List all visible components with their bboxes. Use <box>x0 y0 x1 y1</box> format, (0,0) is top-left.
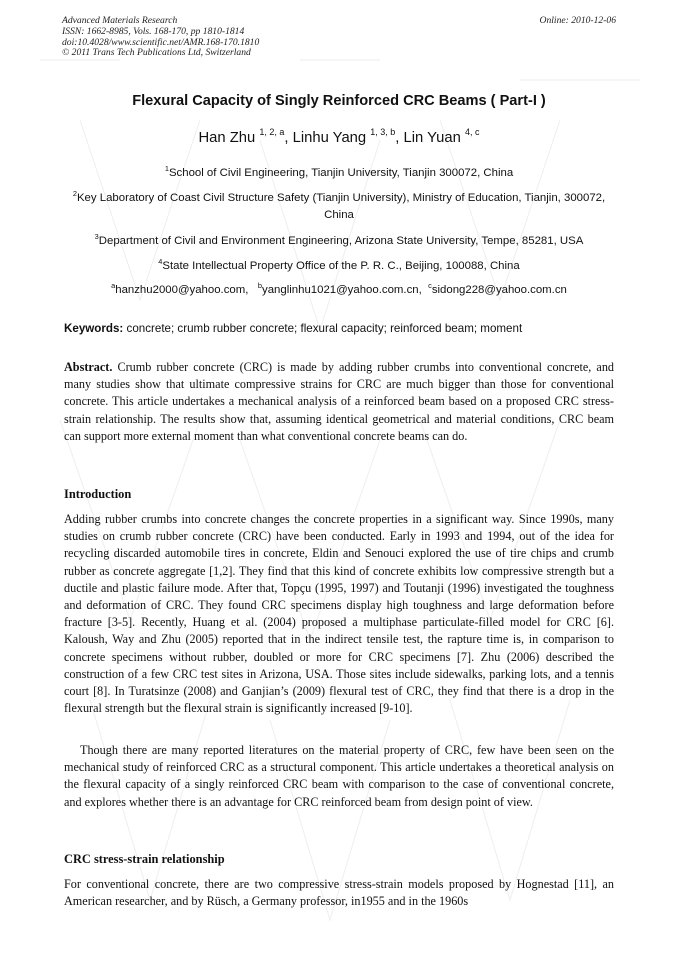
abstract-label: Abstract. <box>64 360 113 374</box>
author-name: Han Zhu <box>198 130 256 146</box>
email-link[interactable]: sidong228@yahoo.com.cn <box>431 284 567 296</box>
introduction-paragraph-1: Adding rubber crumbs into concrete changes the concrete properties in a significant way. Since 1990s, many studies on crumb rubber concrete (CRC) have been conducted. Early in 1993 and 1994, out of the idea for recycling discarded automobile tires in concrete, Eldin and Senouci explored the use of tire chips and crumb rubber as concrete aggregate [1,2]. They find that this kind of concrete exhibits low compressive strength but a ductile and plastic failure mode. After that, Topçu (1995, 1997) and Toutanji (1996) investigated the toughness and deformation of CRC. They found CRC specimens display high toughness and large deformation before fracture [3-5]. Recently, Huang et al. (2004) proposed a multiphase particulate-filled model for CRC [6]. Kaloush, Way and Zhu (2005) reported that in the indirect tensile test, the rapture time is, in comparison to concrete specimens without rubber, doubled or more for CRC specimens [7]. Zhu (2006) described the construction of a few CRC test sites in Arizona, USA. Those sites include sidewalks, parking lots, and a tennis court [8]. In Turatsinze (2008) and Ganjian’s (2009) flexural test of CRC, they find that there is a drop in the flexural strength but the flexural strain is significantly increased [9-10]. <box>64 512 614 716</box>
section-heading-crc-stress-strain: CRC stress-strain relationship <box>64 852 225 866</box>
crc-section-paragraph-1: For conventional concrete, there are two compressive stress-strain models proposed by Hognestad [11], an American researcher, and by Rüsch, a Germany professor, in1955 and in the 1960s <box>64 877 614 909</box>
keywords-label: Keywords: <box>64 322 124 335</box>
affiliation-1 <box>62 165 616 182</box>
keywords-text: concrete; crumb rubber concrete; flexural capacity; reinforced beam; moment <box>126 322 523 335</box>
paper-title: Flexural Capacity of Singly Reinforced CRC Beams ( Part-I ) <box>132 93 546 109</box>
section-heading-introduction: Introduction <box>64 487 132 501</box>
affiliation-4 <box>62 258 616 275</box>
journal-header <box>62 16 259 59</box>
author-name: Lin Yuan <box>403 130 461 146</box>
affiliation-marker: 2 <box>72 189 77 198</box>
email-marker: c <box>428 281 432 290</box>
journal-name: Advanced Materials Research <box>62 15 178 26</box>
email-link[interactable]: hanzhu2000@yahoo.com, <box>115 284 249 296</box>
affiliation-marker: 1 <box>164 164 169 173</box>
issn-line: ISSN: 1662-8985, Vols. 168-170, pp 1810-1814 <box>62 25 245 37</box>
author-name: Linhu Yang <box>292 130 367 146</box>
author-affiliation-marker: 1, 2, a <box>259 127 285 137</box>
affiliation-text: Key Laboratory of Coast Civil Structure Safety (Tianjin University), Ministry of Education, Tianjin, 300072, China <box>76 192 606 221</box>
author-affiliation-marker: 1, 3, b <box>370 127 396 137</box>
affiliation-marker: 4 <box>158 257 163 266</box>
author-affiliation-marker: 4, c <box>465 127 480 137</box>
abstract-paragraph <box>64 359 614 445</box>
author-list: Han Zhu $^{1, 2, a}$, Linhu Yang $^{1, 3, b}$, Lin Yuan $^{4, c}$ <box>198 127 480 146</box>
affiliation-3 <box>62 233 616 250</box>
affiliation-text: State Intellectual Property Office of the P. R. C., Beijing, 100088, China <box>162 260 520 272</box>
abstract-text: Crumb rubber concrete (CRC) is made by adding rubber crumbs into conventional concrete, and many studies show that ultimate compressive strains for CRC are much bigger than those for conventional concrete. This article undertakes a mechanical analysis of a reinforced beam based on a proposed CRC stress-strain relationship. The results show that, assuming identical geometrical and material conditions, CRC beam can support more external moment than what conventional concrete beams can do. <box>64 360 615 443</box>
online-date: Online: 2010-12-06 <box>539 15 616 26</box>
keywords-line <box>64 321 616 337</box>
email-marker: a <box>111 281 116 290</box>
affiliation-text: Department of Civil and Environment Engineering, Arizona State University, Tempe, 85281, USA <box>98 235 584 247</box>
email-list <box>62 282 616 299</box>
affiliation-text: School of Civil Engineering, Tianjin University, Tianjin 300072, China <box>168 167 514 179</box>
email-marker: b <box>257 281 263 290</box>
doi-line[interactable]: doi:10.4028/www.scientific.net/AMR.168-170.1810 <box>62 36 260 48</box>
affiliation-marker: 3 <box>94 232 99 241</box>
affiliation-2 <box>62 190 616 224</box>
introduction-paragraph-2: Though there are many reported literatures on the material property of CRC, few have been seen on the mechanical study of reinforced CRC as a structural component. This article undertakes a theoretical analysis on the flexural capacity of a singly reinforced CRC beam with comparison to the case of conventional concrete, and explores whether there is an advantage for CRC reinforced beam from design point of view. <box>64 743 614 809</box>
copyright-line: © 2011 Trans Tech Publications Ltd, Switzerland <box>62 47 251 59</box>
email-link[interactable]: yanglinhu1021@yahoo.com.cn, <box>262 284 422 296</box>
